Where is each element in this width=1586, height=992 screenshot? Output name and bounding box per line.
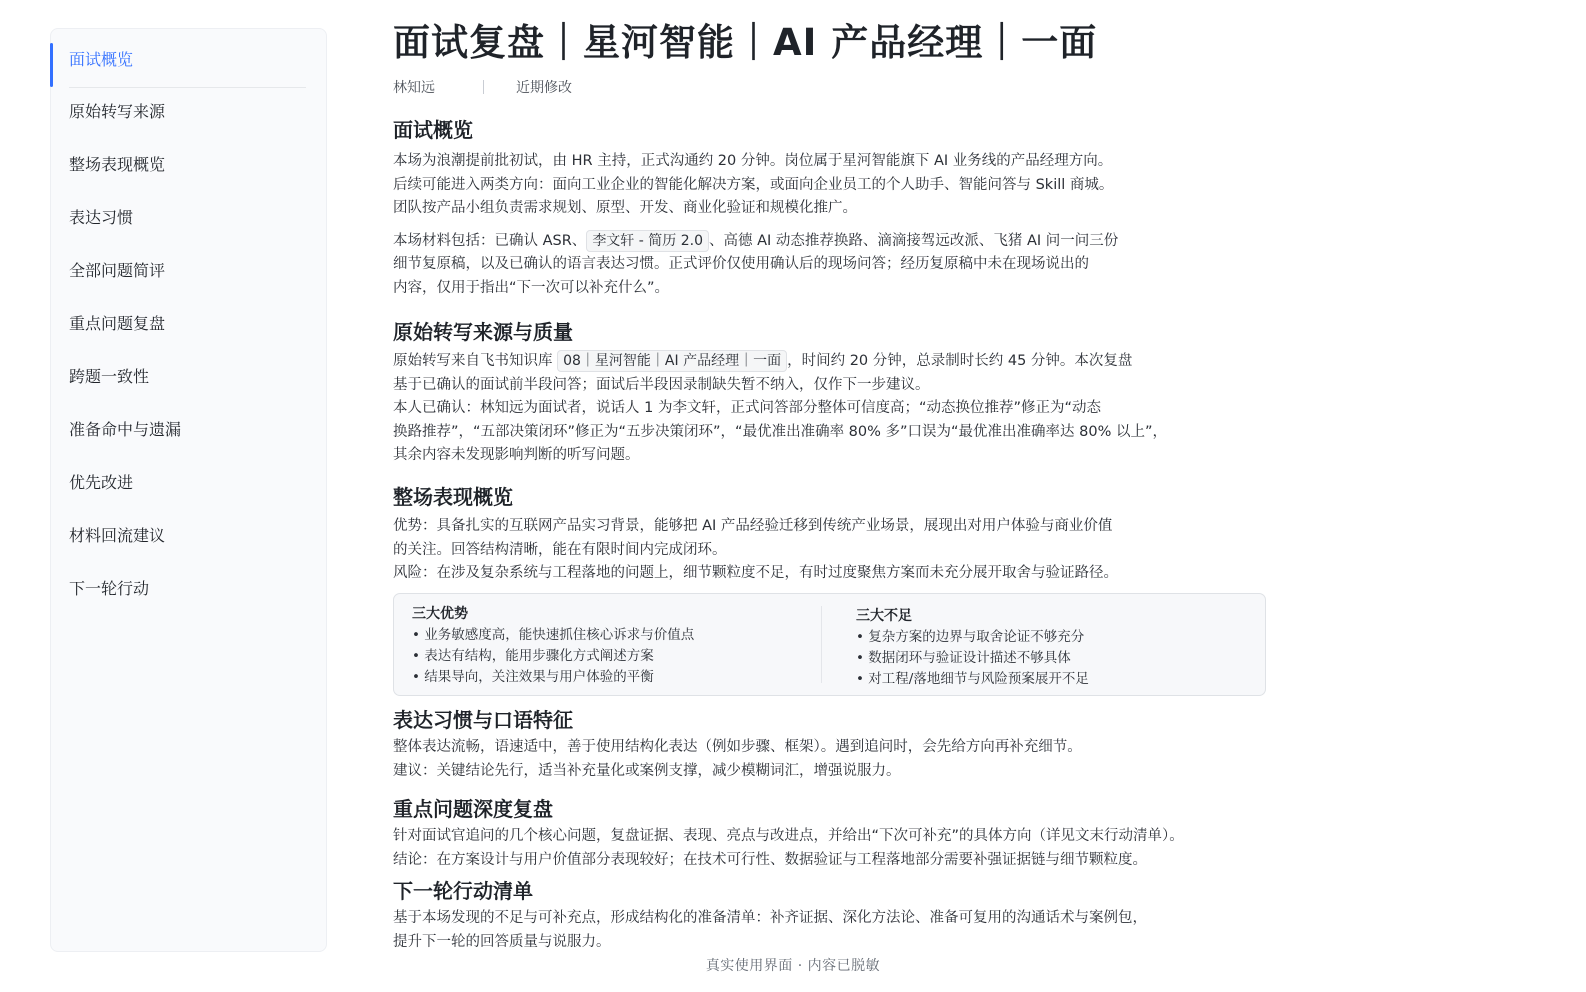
paragraph: 基于已确认的面试前半段问答；面试后半段因录制缺失暂不纳入，仅作下一步建议。 <box>393 376 930 393</box>
meta-divider <box>483 80 484 94</box>
section-heading: 面试概览 <box>393 118 473 142</box>
paragraph: 风险：在涉及复杂系统与工程落地的问题上，细节颗粒度不足，有时过度聚焦方案而未充分展开取舍与验证路径。 <box>393 565 1118 581</box>
section-expression-habits <box>393 706 1082 783</box>
sidebar-item-all-questions[interactable]: 全部问题简评 <box>69 261 166 280</box>
paragraph: 团队按产品小组负责需求规划、原型、开发、商业化验证和规模化推广。 <box>393 200 857 216</box>
sidebar-item-prep-hits[interactable]: 准备命中与遗漏 <box>69 420 182 439</box>
list-item: • 复杂方案的边界与取舍论证不够充分 <box>856 627 1265 648</box>
sidebar-toc <box>50 28 327 952</box>
section-transcript-source <box>393 318 1167 468</box>
paragraph: 内容，仅用于指出“下一次可以补充什么”。 <box>393 279 670 296</box>
paragraph: 本人已确认：林知远为面试者，说话人 1 为李文轩，正式问答部分整体可信度高；“动态换位推荐”修正为“动态 <box>393 400 1101 416</box>
sidebar-item-transcript-source[interactable]: 原始转写来源 <box>69 102 166 121</box>
weaknesses-column <box>821 606 1265 687</box>
list-item: • 数据闭环与验证设计描述不够具体 <box>856 648 1265 669</box>
section-overview <box>393 116 1118 300</box>
list-item: • 表达有结构，能用步骤化方式阐述方案 <box>412 646 821 667</box>
list-item: • 业务敏感度高，能快速抓住核心诉求与价值点 <box>412 625 821 646</box>
paragraph: 其余内容未发现影响判断的听写问题。 <box>393 447 640 463</box>
transcript-doc-mention[interactable]: 08｜星河智能｜AI 产品经理｜一面 <box>557 350 787 372</box>
paragraph <box>393 230 1118 254</box>
page-title: 面试复盘｜星河智能｜AI 产品经理｜一面 <box>393 21 1098 64</box>
strengths-title: 三大优势 <box>412 606 468 622</box>
paragraph: 基于本场发现的不足与可补充点，形成结构化的准备清单：补齐证据、深化方法论、准备可复用的沟通话术与案例包， <box>393 910 1147 926</box>
text-span: 本场材料包括：已确认 ASR、 <box>393 232 587 249</box>
weaknesses-title: 三大不足 <box>856 608 912 624</box>
text-span: ，时间约 20 分钟，总录制时长约 45 分钟。本次复盘 <box>787 353 1133 369</box>
list-item: • 对工程/落地细节与风险预案展开不足 <box>856 669 1265 690</box>
paragraph: 提升下一轮的回答质量与说服力。 <box>393 933 611 950</box>
author-name[interactable]: 林知远 <box>393 80 435 96</box>
sidebar-item-priority-improve[interactable]: 优先改进 <box>69 473 134 492</box>
strengths-column <box>394 594 821 695</box>
paragraph: 优势：具备扎实的互联网产品实习背景，能够把 AI 产品经验迁移到传统产业场景，展现出对用户体验与商业价值 <box>393 518 1113 534</box>
section-next-actions <box>393 877 1147 954</box>
paragraph: 本场为浪潮提前批初试，由 HR 主持，正式沟通约 20 分钟。岗位属于星河智能旗下 AI 业务线的产品经理方向。 <box>393 153 1113 169</box>
text-span: 、高德 AI 动态推荐换路、滴滴接驾远改派、飞猪 AI 问一问三份 <box>708 232 1119 249</box>
section-heading: 重点问题深度复盘 <box>393 797 553 821</box>
sidebar-item-next-actions[interactable]: 下一轮行动 <box>69 579 150 598</box>
document-body <box>393 20 1283 950</box>
list-item: • 结果导向，关注效果与用户体验的平衡 <box>412 667 821 688</box>
section-heading: 表达习惯与口语特征 <box>393 708 573 732</box>
paragraph: 建议：关键结论先行，适当补充量化或案例支撑，减少模糊词汇，增强说服力。 <box>393 762 901 779</box>
strengths-weaknesses-card <box>393 593 1266 696</box>
resume-doc-mention[interactable]: 李文轩 - 简历 2.0 <box>586 230 709 252</box>
footer-caption: 真实使用界面 · 内容已脱敏 <box>705 958 881 974</box>
sidebar-item-key-questions[interactable]: 重点问题复盘 <box>69 314 166 333</box>
doc-meta <box>393 75 1283 99</box>
text-span: 原始转写来自飞书知识库 <box>393 353 553 369</box>
paragraph: 整体表达流畅，语速适中，善于使用结构化表达（例如步骤、框架）。遇到追问时，会先给方向再补充细节。 <box>393 739 1082 755</box>
sidebar-item-overview[interactable]: 面试概览 <box>51 43 326 87</box>
paragraph <box>393 350 1167 374</box>
sidebar-item-consistency[interactable]: 跨题一致性 <box>69 367 150 386</box>
modified-time: 近期修改 <box>516 80 572 96</box>
section-heading: 原始转写来源与质量 <box>393 320 573 344</box>
section-key-questions <box>393 795 1184 872</box>
sidebar-item-performance-overview[interactable]: 整场表现概览 <box>69 155 166 174</box>
paragraph: 的关注。回答结构清晰，能在有限时间内完成闭环。 <box>393 541 727 558</box>
sidebar-item-material-feedback[interactable]: 材料回流建议 <box>69 526 166 545</box>
section-performance-overview <box>393 483 1118 586</box>
paragraph: 换路推荐”，“五部决策闭环”修正为“五步决策闭环”，“最优准出准确率 80% 多”口误为“最优准出准确率达 80% 以上”， <box>393 423 1167 440</box>
paragraph: 细节复原稿，以及已确认的语言表达习惯。正式评价仅使用确认后的现场问答；经历复原稿中未在现场说出的 <box>393 256 1089 272</box>
section-heading: 下一轮行动清单 <box>393 879 533 903</box>
paragraph: 后续可能进入两类方向：面向工业企业的智能化解决方案，或面向企业员工的个人助手、智能问答与 Skill 商城。 <box>393 176 1114 193</box>
paragraph: 结论：在方案设计与用户价值部分表现较好；在技术可行性、数据验证与工程落地部分需要补强证据链与细节颗粒度。 <box>393 851 1147 868</box>
sidebar-item-expression-habits[interactable]: 表达习惯 <box>69 208 134 227</box>
paragraph: 针对面试官追问的几个核心问题，复盘证据、表现、亮点与改进点，并给出“下次可补充”的具体方向（详见文末行动清单）。 <box>393 828 1184 844</box>
section-heading: 整场表现概览 <box>393 485 513 509</box>
